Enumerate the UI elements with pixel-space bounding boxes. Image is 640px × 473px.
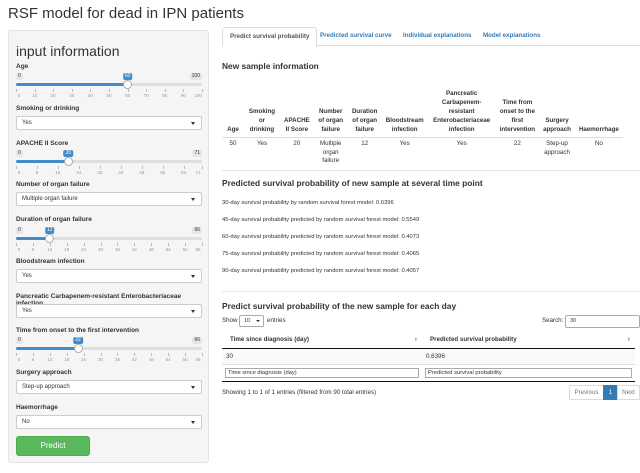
divider [222, 291, 640, 292]
slider-tick [33, 353, 34, 356]
header-organ-failure: Number of organ failure [314, 89, 348, 138]
slider-tick-label: 0 [17, 170, 21, 175]
slider-tick [33, 243, 34, 246]
slider-tick [35, 89, 36, 92]
crkp-selected: Yes [22, 308, 32, 314]
surgery-select[interactable] [16, 380, 202, 394]
duration-slider[interactable] [16, 227, 202, 253]
slider-tick-label: 10 [32, 93, 38, 98]
slider-tick-label: 48 [139, 170, 145, 175]
table-row [222, 138, 623, 168]
slider-tick [183, 89, 184, 92]
header-crkp: Pancreatic Carbapenem-resistant Enterobacteriaceae infection [428, 89, 496, 138]
slider-tick-label: 60 [125, 93, 131, 98]
chevron-down-icon [191, 275, 195, 278]
slider-tick [16, 166, 17, 169]
slider-tick [202, 353, 203, 356]
slider-tick-label: 36 [114, 357, 120, 362]
probability-90-day: 90-day survival probability predicted by random survival forest model: 0.4057 [222, 268, 420, 274]
probability-45-day: 45-day survival probability predicted by random survival forest model: 0.5549 [222, 217, 420, 223]
chevron-down-icon [191, 310, 195, 313]
table-row [222, 348, 635, 364]
cell-time-onset: 22 [513, 140, 521, 147]
cell-bloodstream: Yes [399, 140, 410, 147]
slider-grid [16, 166, 202, 176]
slider-tick-label: 0 [17, 93, 21, 98]
bloodstream-select[interactable] [16, 269, 202, 283]
header-haemorrhage: Haemorrhage [575, 89, 623, 138]
cell-haemorrhage: No [594, 140, 603, 147]
slider-tick-label: 30 [98, 247, 104, 252]
organ-failure-selected: Multiple organ failure [22, 196, 78, 202]
slider-tick-label: 100 [194, 93, 202, 98]
duration-label: Duration of organ failure [16, 216, 92, 223]
slider-tick-label: 16 [55, 170, 61, 175]
new-sample-heading: New sample information [222, 61, 319, 71]
probability-filter-input[interactable]: Predicted survival probability [425, 368, 632, 378]
slider-tick [101, 353, 102, 356]
header-bloodstream: Bloodstream infection [382, 89, 428, 138]
slider-tick [37, 166, 38, 169]
time-onset-label: Time from onset to the first intervention [16, 327, 140, 334]
slider-tick [185, 243, 186, 246]
cell-probability: 0.6396 [422, 348, 635, 364]
slider-tick-label: 80 [162, 93, 168, 98]
slider-tick-label: 64 [181, 170, 187, 175]
apache-slider[interactable] [16, 150, 202, 176]
probability-heading: Predicted survival probability of new sample at several time point [222, 178, 483, 188]
slider-tick [151, 353, 152, 356]
table-info: Showing 1 to 1 of 1 entries (filtered from 90 total entries) [222, 389, 377, 396]
slider-tick [117, 243, 118, 246]
daily-heading: Predict survival probability of the new sample for each day [222, 301, 457, 311]
organ-failure-label: Number of organ failure [16, 181, 90, 188]
tab-predicted-survival-curve[interactable]: Predicted survival curve [320, 32, 392, 39]
header-duration: Duration of organ failure [348, 89, 382, 138]
chevron-down-icon [191, 386, 195, 389]
app-title: RSF model for dead in IPN patients [8, 5, 244, 22]
crkp-label: Pancreatic Carbapenem-resistant Enterobacteriaceae [16, 293, 182, 300]
haemorrhage-label: Haemorrhage [16, 404, 58, 411]
slider-tick-label: 12 [47, 247, 53, 252]
column-header-probability[interactable] [422, 332, 635, 348]
slider-tick [128, 89, 129, 92]
slider-tick-label: 30 [98, 357, 104, 362]
slider-tick-label: 56 [160, 170, 166, 175]
slider-tick-label: 8 [35, 170, 39, 175]
page-length-value: 10 [244, 318, 251, 324]
cell-surgery: Step-up approach [544, 140, 570, 156]
slider-value-label: 60 [124, 73, 131, 79]
probability-60-day: 60-day survival probability predicted by random survival forest model: 0.4073 [222, 234, 420, 240]
organ-failure-select[interactable] [16, 192, 202, 206]
slider-tick [53, 89, 54, 92]
apache-label: APACHE II Score [16, 140, 69, 147]
next-button[interactable]: Next [617, 385, 640, 400]
slider-min-label: 0 [18, 227, 21, 233]
header-apache: APACHE II Score [280, 89, 314, 138]
slider-tick [151, 243, 152, 246]
slider-tick-label: 71 [195, 170, 201, 175]
tab-individual-explanations[interactable]: Individual explanations [403, 32, 472, 39]
search-label: Search: [542, 317, 564, 324]
sidebar-panel [8, 30, 209, 463]
slider-grid [16, 89, 202, 99]
slider-tick-label: 20 [50, 93, 56, 98]
slider-tick [185, 353, 186, 356]
chevron-down-icon [191, 421, 195, 424]
slider-tick [16, 89, 17, 92]
column-header-time-label: Time since diagnosis (day) [230, 336, 309, 344]
slider-min-label: 0 [18, 337, 21, 343]
slider-value-label: 22 [75, 337, 81, 343]
tab-model-explanations[interactable]: Model explanations [483, 32, 541, 39]
sort-icon: ⬍ [413, 337, 418, 343]
sort-icon: ⬍ [626, 337, 631, 343]
slider-handle[interactable] [64, 157, 73, 166]
slider-tick [165, 89, 166, 92]
slider-tick-label: 0 [17, 247, 21, 252]
slider-fill [16, 160, 68, 163]
slider-tick-label: 36 [114, 247, 120, 252]
slider-tick [72, 89, 73, 92]
slider-tick [134, 353, 135, 356]
slider-value-label: 12 [47, 227, 53, 233]
bloodstream-label: Bloodstream infection [16, 258, 85, 265]
slider-tick [84, 243, 85, 246]
age-slider[interactable] [16, 73, 202, 99]
time-filter-input[interactable]: Time since diagnosis (day) [225, 368, 419, 378]
slider-tick-label: 18 [64, 247, 70, 252]
slider-max-label: 66 [194, 227, 200, 233]
slider-tick-label: 42 [131, 357, 137, 362]
slider-tick [163, 166, 164, 169]
slider-tick [50, 353, 51, 356]
slider-tick [67, 353, 68, 356]
slider-tick-label: 24 [76, 170, 82, 175]
slider-handle[interactable] [45, 234, 54, 243]
slider-tick-label: 24 [81, 357, 87, 362]
slider-tick-label: 50 [106, 93, 112, 98]
time-onset-slider[interactable] [16, 337, 202, 363]
slider-max-label: 66 [194, 337, 200, 343]
page-length-select[interactable] [239, 315, 264, 327]
slider-tick [79, 166, 80, 169]
slider-tick-label: 0 [17, 357, 21, 362]
surgery-label: Surgery approach [16, 369, 72, 376]
slider-tick-label: 48 [148, 357, 154, 362]
slider-tick [100, 166, 101, 169]
smoking-label: Smoking or drinking [16, 105, 80, 112]
slider-tick [101, 243, 102, 246]
slider-tick [202, 89, 203, 92]
slider-handle[interactable] [74, 344, 83, 353]
slider-tick-label: 6 [31, 357, 35, 362]
slider-tick [168, 243, 169, 246]
slider-min-label: 0 [18, 73, 21, 79]
entries-label: entries [267, 317, 286, 324]
sidebar-title: input information [16, 43, 120, 59]
cell-smoking: Yes [256, 140, 268, 147]
slider-grid [16, 243, 202, 253]
crkp-select[interactable] [16, 304, 202, 318]
slider-tick [184, 166, 185, 169]
slider-tick-label: 54 [165, 357, 171, 362]
slider-tick [134, 243, 135, 246]
slider-tick [50, 243, 51, 246]
slider-tick [202, 243, 203, 246]
tab-bar [222, 27, 640, 46]
column-header-time[interactable] [222, 332, 422, 348]
haemorrhage-selected: No [22, 419, 30, 425]
header-age: Age [222, 89, 244, 138]
slider-tick-label: 90 [180, 93, 186, 98]
cell-time: 30 [222, 348, 422, 364]
slider-tick-label: 12 [47, 357, 53, 362]
chevron-down-icon [256, 320, 260, 322]
column-header-probability-label: Predicted survival probability [430, 336, 517, 344]
header-smoking: Smoking or drinking [244, 89, 280, 138]
slider-fill [16, 83, 128, 86]
smoking-selected: Yes [22, 120, 32, 126]
search-input[interactable]: 30 [565, 315, 640, 328]
chevron-down-icon [191, 122, 195, 125]
previous-button[interactable]: Previous [569, 385, 604, 400]
probability-30-day: 30-day survival probability by random survival forest model: 0.6396 [222, 200, 394, 206]
slider-tick [67, 243, 68, 246]
slider-max-label: 71 [194, 150, 200, 156]
slider-tick-label: 66 [195, 247, 201, 252]
surgery-selected: Step-up approach [22, 384, 70, 390]
slider-tick [90, 89, 91, 92]
page-1-button[interactable]: 1 [603, 385, 618, 400]
slider-min-label: 0 [18, 150, 21, 156]
daily-table [222, 332, 635, 382]
bloodstream-selected: Yes [22, 273, 32, 279]
slider-tick [121, 166, 122, 169]
slider-tick-label: 32 [97, 170, 103, 175]
cell-apache: 20 [293, 140, 301, 147]
slider-tick [117, 353, 118, 356]
probability-75-day: 75-day survival probability predicted by random survival forest model: 0.4065 [222, 251, 420, 257]
slider-tick [58, 166, 59, 169]
slider-tick [168, 353, 169, 356]
slider-tick [84, 353, 85, 356]
new-sample-table [222, 89, 623, 168]
slider-tick-label: 40 [87, 93, 93, 98]
slider-tick-label: 70 [143, 93, 149, 98]
header-surgery: Surgery approach [539, 89, 575, 138]
slider-tick-label: 24 [81, 247, 87, 252]
smoking-select[interactable] [16, 116, 202, 130]
cell-duration: 12 [361, 140, 369, 147]
slider-fill [16, 347, 78, 350]
header-time-onset: Time from onset to the first intervention [496, 89, 539, 138]
divider [222, 170, 640, 171]
haemorrhage-select[interactable] [16, 415, 202, 429]
slider-tick [202, 166, 203, 169]
slider-tick [16, 243, 17, 246]
slider-tick [109, 89, 110, 92]
slider-tick-label: 18 [64, 357, 70, 362]
cell-age: 50 [229, 140, 237, 147]
slider-tick-label: 30 [69, 93, 75, 98]
slider-tick [146, 89, 147, 92]
chevron-down-icon [191, 198, 195, 201]
slider-tick-label: 40 [118, 170, 124, 175]
age-label: Age [16, 63, 29, 70]
show-label: Show [222, 317, 238, 324]
slider-tick [16, 353, 17, 356]
slider-tick [142, 166, 143, 169]
slider-tick-label: 54 [165, 247, 171, 252]
tab-predict-survival-probability[interactable]: Predict survival probability [222, 27, 317, 47]
slider-tick-label: 6 [31, 247, 35, 252]
slider-tick-label: 48 [148, 247, 154, 252]
filter-row [222, 364, 635, 381]
slider-handle[interactable] [123, 80, 132, 89]
slider-tick-label: 66 [195, 357, 201, 362]
slider-value-label: 20 [65, 150, 72, 156]
slider-grid [16, 353, 202, 363]
predict-button[interactable]: Predict [16, 436, 90, 456]
slider-max-label: 100 [191, 73, 200, 79]
cell-crkp: Yes [456, 140, 467, 147]
cell-organ-failure: Multiple organ failure [320, 140, 342, 164]
slider-tick-label: 60 [182, 247, 188, 252]
slider-tick-label: 60 [182, 357, 188, 362]
slider-tick-label: 42 [131, 247, 137, 252]
